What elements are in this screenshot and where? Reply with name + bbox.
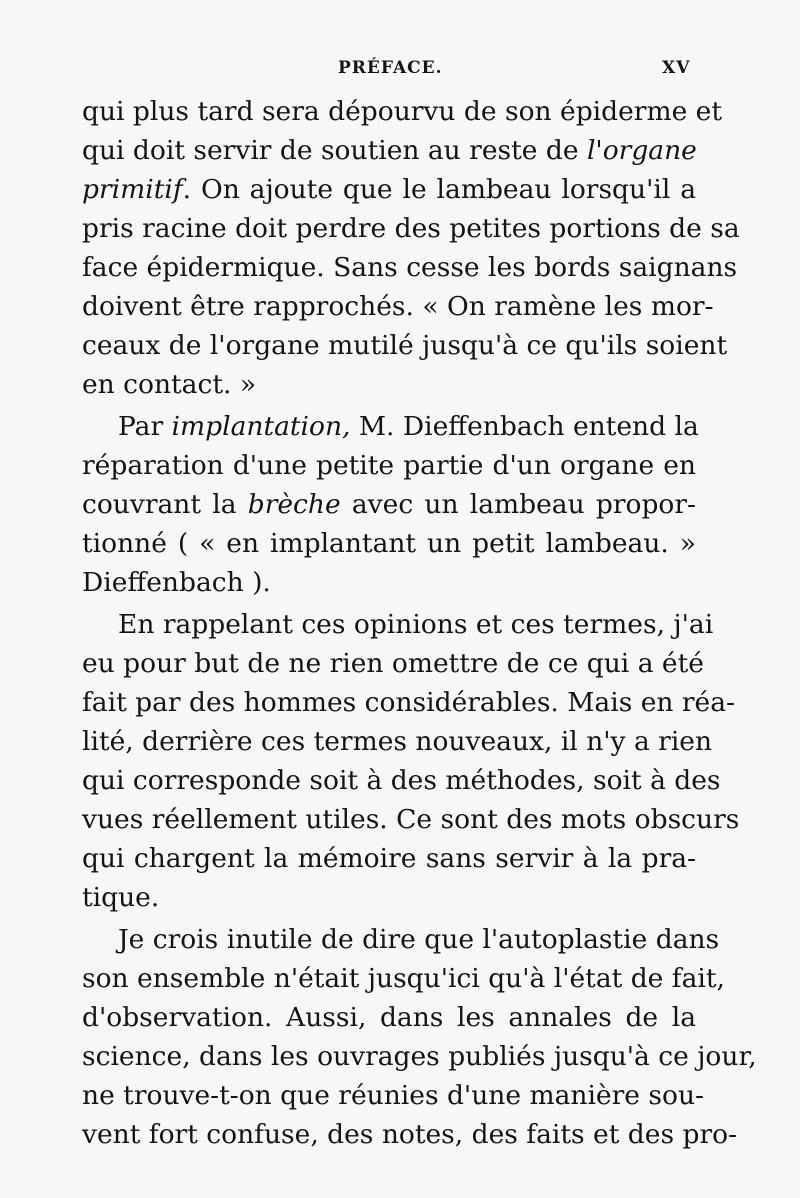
paragraph-first-line <box>82 605 714 644</box>
text-line <box>82 722 713 761</box>
text-line <box>82 326 728 365</box>
text-line <box>82 209 740 248</box>
text-run: Dieffenbach ). <box>82 567 271 598</box>
text-run: Je crois inutile de dire que l'autoplastie dans <box>118 924 720 955</box>
text-run: En rappelant ces opinions et ces termes, j'ai <box>118 609 714 640</box>
paragraph-first-line <box>82 920 720 959</box>
text-line <box>82 365 696 404</box>
italic-run: l'organe <box>586 135 697 166</box>
text-run: science, dans les ouvrages publiés jusqu'à ce jour, <box>82 1041 757 1072</box>
text-line <box>82 524 696 563</box>
text-line <box>82 959 725 998</box>
text-line <box>82 998 696 1037</box>
text-line <box>82 248 738 287</box>
text-run: réparation d'une petite partie d'un organe en <box>82 450 696 481</box>
text-run: tique. <box>82 882 160 913</box>
running-head-title: PRÉFACE. <box>338 58 443 78</box>
text-line <box>82 1115 738 1154</box>
text-run: avec un lambeau propor- <box>340 489 696 520</box>
text-line <box>82 800 740 839</box>
body-text <box>82 92 757 1154</box>
italic-run: primitif <box>82 174 183 205</box>
running-head <box>0 58 800 88</box>
text-run: couvrant la <box>82 489 248 520</box>
text-line <box>82 485 696 524</box>
text-run: qui chargent la mémoire sans servir à la pra- <box>82 843 696 874</box>
italic-run: brèche <box>247 489 341 520</box>
text-line <box>82 839 696 878</box>
text-run: qui doit servir de soutien au reste de <box>82 135 587 166</box>
text-line <box>82 683 735 722</box>
text-line <box>82 878 696 917</box>
text-run: vues réellement utiles. Ce sont des mots obscurs <box>82 804 740 835</box>
text-run: M. Dieffenbach entend la <box>350 411 699 442</box>
text-run: tionné ( « en implantant un petit lambeau. » <box>82 528 696 559</box>
text-line <box>82 761 721 800</box>
text-run: pris racine doit perdre des petites portions de sa <box>82 213 740 244</box>
text-run: doivent être rapprochés. « On ramène les mor- <box>82 291 714 322</box>
text-run: son ensemble n'était jusqu'ici qu'à l'état de fait, <box>82 963 725 994</box>
text-run: en contact. » <box>82 369 257 400</box>
text-run: face épidermique. Sans cesse les bords saignans <box>82 252 738 283</box>
italic-run: implantation, <box>171 411 351 442</box>
text-run: fait par des hommes considérables. Mais en réa- <box>82 687 735 718</box>
text-line <box>82 287 714 326</box>
text-run: ne trouve-t-on que réunies d'une manière sou- <box>82 1080 704 1111</box>
text-line <box>82 446 696 485</box>
text-line <box>82 92 723 131</box>
text-run: eu pour but de ne rien omettre de ce qui a été <box>82 648 704 679</box>
text-line <box>82 1037 757 1076</box>
text-run: lité, derrière ces termes nouveaux, il n'y a rien <box>82 726 713 757</box>
text-run: ceaux de l'organe mutilé jusqu'à ce qu'ils soient <box>82 330 728 361</box>
paragraph-first-line <box>82 407 699 446</box>
text-run: qui corresponde soit à des méthodes, soit à des <box>82 765 721 796</box>
text-line <box>82 644 704 683</box>
text-run: Par <box>118 411 172 442</box>
page-number: XV <box>662 58 691 78</box>
text-run: qui plus tard sera dépourvu de son épiderme et <box>82 96 723 127</box>
text-run: d'observation. Aussi, dans les annales de la <box>82 1002 696 1033</box>
text-line <box>82 131 696 170</box>
text-run: . On ajoute que le lambeau lorsqu'il a <box>182 174 696 205</box>
text-run: vent fort confuse, des notes, des faits et des pro- <box>82 1119 738 1150</box>
text-line <box>82 1076 704 1115</box>
text-line <box>82 170 696 209</box>
text-line <box>82 563 696 602</box>
